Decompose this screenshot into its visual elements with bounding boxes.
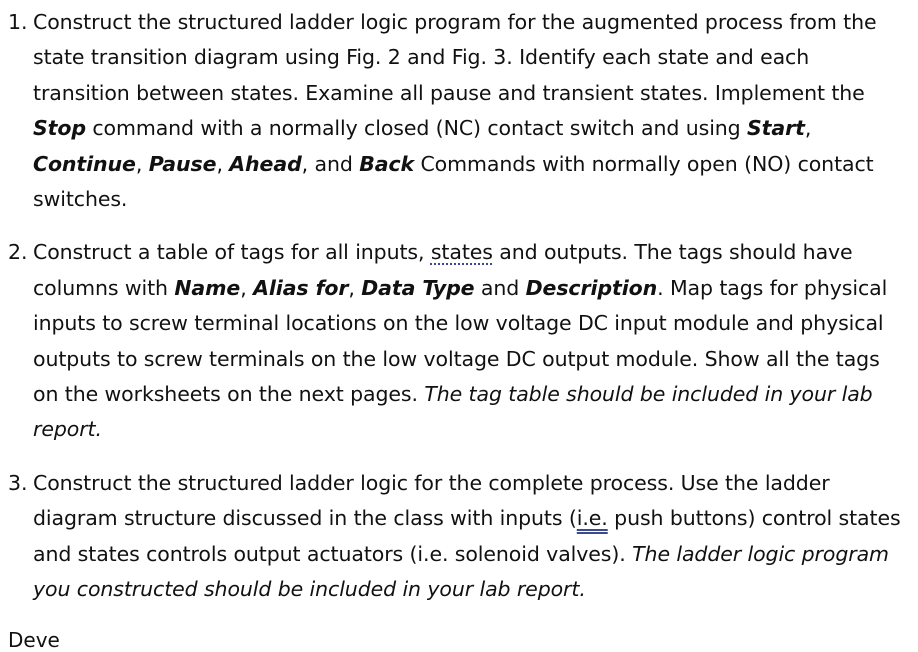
list-number-3: 3. xyxy=(8,470,28,495)
item2-sep-1: , xyxy=(240,275,254,300)
item1-sep-3: , xyxy=(216,151,230,176)
item3-text-b: push buttons) control states and states controls output actuators (i.e. solenoid valves). xyxy=(33,506,901,566)
name-column-term: Name xyxy=(174,275,241,300)
back-command-term: Back xyxy=(359,151,415,176)
list-number-1: 1. xyxy=(8,10,28,34)
item1-text-b: command with a normally closed (NC) contact switch and using xyxy=(85,116,748,141)
item1-text-a: Construct the structured ladder logic program for the augmented process from the state transition diagram using Fig. 2 and Fig. 3. Identify each state and each transition between states. Examine all pause and transient states. Implement the xyxy=(33,10,877,105)
next-heading-cutoff xyxy=(8,627,68,652)
start-command-term: Start xyxy=(747,116,805,141)
item3-italic-note: The ladder logic program you constructed should be included in your lab report. xyxy=(33,541,889,602)
list-item-3 xyxy=(8,466,908,608)
item2-text-a: Construct a table of tags for all inputs, xyxy=(33,240,431,265)
item2-italic-note: The tag table should be included in your lab report. xyxy=(33,382,873,442)
item3-text-a: Construct the structured ladder logic for the complete process. Use the ladder diagram structure discussed in the class with inputs ( xyxy=(33,470,830,531)
item1-text-c: Commands with normally open (NO) contact switches. xyxy=(33,151,874,212)
continue-command-term: Continue xyxy=(33,151,136,176)
item1-sep-4: , and xyxy=(301,151,360,176)
alias-column-term: Alias for xyxy=(253,275,349,300)
pause-command-term: Pause xyxy=(148,151,217,176)
document-body xyxy=(8,5,908,608)
list-item-2 xyxy=(8,235,908,447)
datatype-column-term: Data Type xyxy=(361,275,475,300)
item2-text-c: . Map tags for physical inputs to screw terminal locations on the low voltage DC input module and physical outputs to screw terminals on the low voltage DC output module. Show all the tags on the worksheets on the next pages. xyxy=(33,275,888,407)
ahead-command-term: Ahead xyxy=(229,151,302,176)
item2-sep-2: , xyxy=(348,275,362,300)
item1-sep-2: , xyxy=(135,151,149,176)
list-item-1 xyxy=(8,5,908,217)
item1-sep-1: , xyxy=(804,116,812,141)
item2-sep-3: and xyxy=(474,275,526,300)
list-number-2: 2. xyxy=(8,240,28,265)
stop-command-term: Stop xyxy=(33,116,86,141)
next-heading-text: Deve xyxy=(8,628,60,652)
ie-word-flagged: i.e. xyxy=(576,506,608,531)
item2-text-b: and outputs. The tags should have columns with xyxy=(33,240,853,300)
states-word-flagged: states xyxy=(430,240,493,265)
description-column-term: Description xyxy=(525,275,658,300)
